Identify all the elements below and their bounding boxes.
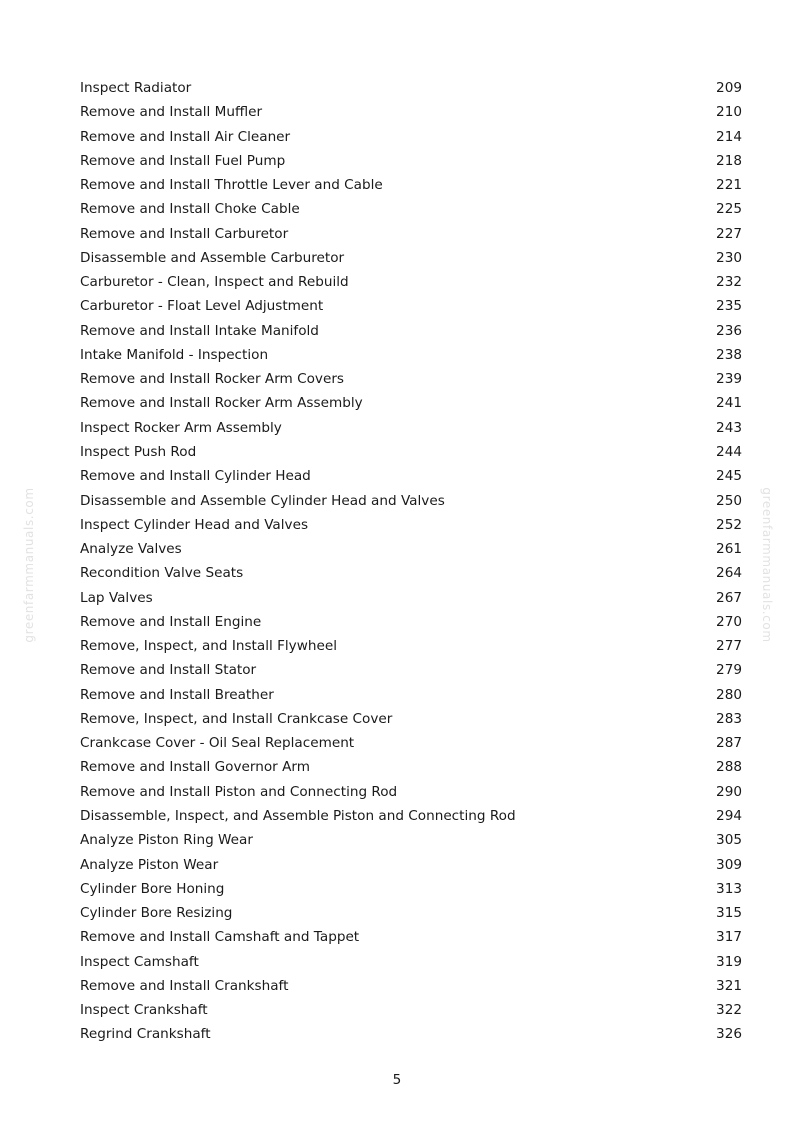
toc-entry-page-number: 245: [716, 468, 742, 485]
toc-entry-title: Remove and Install Stator: [80, 662, 257, 679]
toc-entry-title: Remove and Install Engine: [80, 613, 262, 630]
toc-entry[interactable]: [80, 391, 742, 415]
toc-entry-page-number: 235: [716, 298, 742, 315]
toc-entry-title: Inspect Cylinder Head and Valves: [80, 516, 309, 533]
toc-entry-page-number: 243: [716, 419, 742, 436]
toc-entry[interactable]: [80, 416, 742, 440]
toc-entry-title: Carburetor - Float Level Adjustment: [80, 298, 324, 315]
toc-entry-page-number: 230: [716, 249, 742, 266]
toc-entry-page-number: 280: [716, 686, 742, 703]
toc-entry[interactable]: [80, 731, 742, 755]
toc-entry-page-number: 250: [716, 492, 742, 509]
toc-entry[interactable]: [80, 294, 742, 318]
toc-entry[interactable]: [80, 319, 742, 343]
toc-entry[interactable]: [80, 610, 742, 634]
toc-entry-title: Remove and Install Camshaft and Tappet: [80, 929, 360, 946]
toc-entry-page-number: 225: [716, 201, 742, 218]
toc-entry-page-number: 218: [716, 152, 742, 169]
toc-entry[interactable]: [80, 76, 742, 100]
toc-entry-page-number: 309: [716, 856, 742, 873]
toc-entry-title: Remove, Inspect, and Install Crankcase Cover: [80, 710, 393, 727]
toc-entry-page-number: 270: [716, 613, 742, 630]
toc-entry[interactable]: [80, 343, 742, 367]
toc-entry[interactable]: [80, 658, 742, 682]
toc-entry[interactable]: [80, 197, 742, 221]
toc-entry[interactable]: [80, 246, 742, 270]
watermark-left: greenfarmmanuals.com: [22, 487, 36, 643]
toc-entry-title: Remove and Install Rocker Arm Covers: [80, 371, 345, 388]
toc-entry-page-number: 214: [716, 128, 742, 145]
toc-entry[interactable]: [80, 367, 742, 391]
toc-entry-title: Lap Valves: [80, 589, 153, 606]
toc-entry-title: Inspect Rocker Arm Assembly: [80, 419, 282, 436]
toc-entry[interactable]: [80, 780, 742, 804]
toc-entry-page-number: 283: [716, 710, 742, 727]
toc-entry-title: Carburetor - Clean, Inspect and Rebuild: [80, 274, 349, 291]
toc-entry[interactable]: [80, 683, 742, 707]
toc-entry[interactable]: [80, 998, 742, 1022]
toc-entry[interactable]: [80, 440, 742, 464]
toc-entry-title: Inspect Camshaft: [80, 953, 199, 970]
toc-entry-page-number: 264: [716, 565, 742, 582]
toc-entry[interactable]: [80, 222, 742, 246]
toc-entry-page-number: 252: [716, 516, 742, 533]
toc-entry-page-number: 290: [716, 783, 742, 800]
toc-entry[interactable]: [80, 901, 742, 925]
toc-entry-page-number: 210: [716, 104, 742, 121]
toc-entry[interactable]: [80, 270, 742, 294]
toc-entry-title: Remove and Install Rocker Arm Assembly: [80, 395, 363, 412]
toc-entry-title: Remove and Install Choke Cable: [80, 201, 300, 218]
toc-entry-title: Crankcase Cover - Oil Seal Replacement: [80, 735, 355, 752]
page-number: 5: [392, 1072, 402, 1088]
toc-entry-page-number: 326: [716, 1026, 742, 1043]
toc-entry-title: Analyze Piston Ring Wear: [80, 832, 253, 849]
toc-entry-title: Remove and Install Fuel Pump: [80, 152, 286, 169]
toc-entry[interactable]: [80, 828, 742, 852]
toc-entry[interactable]: [80, 755, 742, 779]
toc-entry[interactable]: [80, 513, 742, 537]
toc-entry-title: Intake Manifold - Inspection: [80, 346, 269, 363]
toc-entry-title: Regrind Crankshaft: [80, 1026, 211, 1043]
toc-entry-title: Inspect Radiator: [80, 80, 192, 96]
toc-entry[interactable]: [80, 853, 742, 877]
toc-entry[interactable]: [80, 804, 742, 828]
toc-entry[interactable]: [80, 100, 742, 124]
toc-entry[interactable]: [80, 125, 742, 149]
toc-entry[interactable]: [80, 925, 742, 949]
toc-entry-page-number: 321: [716, 977, 742, 994]
toc-entry-page-number: 236: [716, 322, 742, 339]
toc-entry-page-number: 315: [716, 905, 742, 922]
toc-entry-title: Cylinder Bore Honing: [80, 880, 225, 897]
toc-entry-page-number: 322: [716, 1002, 742, 1019]
toc-entry[interactable]: [80, 173, 742, 197]
toc-entry[interactable]: [80, 1022, 742, 1046]
toc-entry[interactable]: [80, 634, 742, 658]
toc-entry-title: Remove and Install Muffler: [80, 104, 263, 121]
toc-entry-page-number: 288: [716, 759, 742, 776]
toc-entry-page-number: 209: [716, 80, 742, 96]
toc-entry-title: Remove, Inspect, and Install Flywheel: [80, 638, 337, 655]
toc-entry-page-number: 277: [716, 638, 742, 655]
table-of-contents: [80, 76, 742, 1047]
toc-entry-page-number: 221: [716, 177, 742, 194]
toc-entry-title: Remove and Install Crankshaft: [80, 977, 289, 994]
toc-entry-title: Remove and Install Breather: [80, 686, 274, 703]
toc-entry-title: Analyze Piston Wear: [80, 856, 219, 873]
toc-entry-page-number: 305: [716, 832, 742, 849]
toc-entry[interactable]: [80, 974, 742, 998]
toc-entry-title: Recondition Valve Seats: [80, 565, 244, 582]
toc-entry-title: Inspect Push Rod: [80, 443, 197, 460]
toc-entry-title: Remove and Install Intake Manifold: [80, 322, 319, 339]
toc-entry-page-number: 317: [716, 929, 742, 946]
toc-entry-title: Remove and Install Air Cleaner: [80, 128, 291, 145]
toc-entry-page-number: 232: [716, 274, 742, 291]
toc-entry-title: Disassemble and Assemble Cylinder Head and Valves: [80, 492, 445, 509]
toc-entry[interactable]: [80, 877, 742, 901]
toc-entry[interactable]: [80, 707, 742, 731]
toc-entry-title: Remove and Install Cylinder Head: [80, 468, 311, 485]
toc-entry[interactable]: [80, 149, 742, 173]
toc-entry-page-number: 244: [716, 443, 742, 460]
watermark-right: greenfarmmanuals.com: [760, 487, 774, 643]
toc-entry[interactable]: [80, 464, 742, 488]
toc-entry-page-number: 241: [716, 395, 742, 412]
toc-entry-page-number: 239: [716, 371, 742, 388]
toc-entry-title: Remove and Install Carburetor: [80, 225, 289, 242]
toc-entry-title: Remove and Install Throttle Lever and Cable: [80, 177, 383, 194]
toc-entry-title: Cylinder Bore Resizing: [80, 905, 233, 922]
toc-entry-title: Remove and Install Governor Arm: [80, 759, 310, 776]
toc-entry[interactable]: [80, 561, 742, 585]
toc-entry-page-number: 313: [716, 880, 742, 897]
toc-entry-title: Disassemble, Inspect, and Assemble Piston and Connecting Rod: [80, 807, 516, 824]
toc-entry[interactable]: [80, 586, 742, 610]
toc-entry-page-number: 261: [716, 541, 742, 558]
toc-entry-title: Disassemble and Assemble Carburetor: [80, 249, 345, 266]
toc-entry[interactable]: [80, 950, 742, 974]
toc-entry-page-number: 227: [716, 225, 742, 242]
toc-entry-page-number: 238: [716, 346, 742, 363]
toc-entry-page-number: 294: [716, 807, 742, 824]
toc-entry-page-number: 319: [716, 953, 742, 970]
toc-entry-page-number: 287: [716, 735, 742, 752]
toc-entry-title: Inspect Crankshaft: [80, 1002, 208, 1019]
toc-entry[interactable]: [80, 489, 742, 513]
toc-entry-page-number: 279: [716, 662, 742, 679]
toc-entry[interactable]: [80, 537, 742, 561]
toc-entry-page-number: 267: [716, 589, 742, 606]
toc-entry-title: Remove and Install Piston and Connecting Rod: [80, 783, 398, 800]
toc-entry-title: Analyze Valves: [80, 541, 182, 558]
